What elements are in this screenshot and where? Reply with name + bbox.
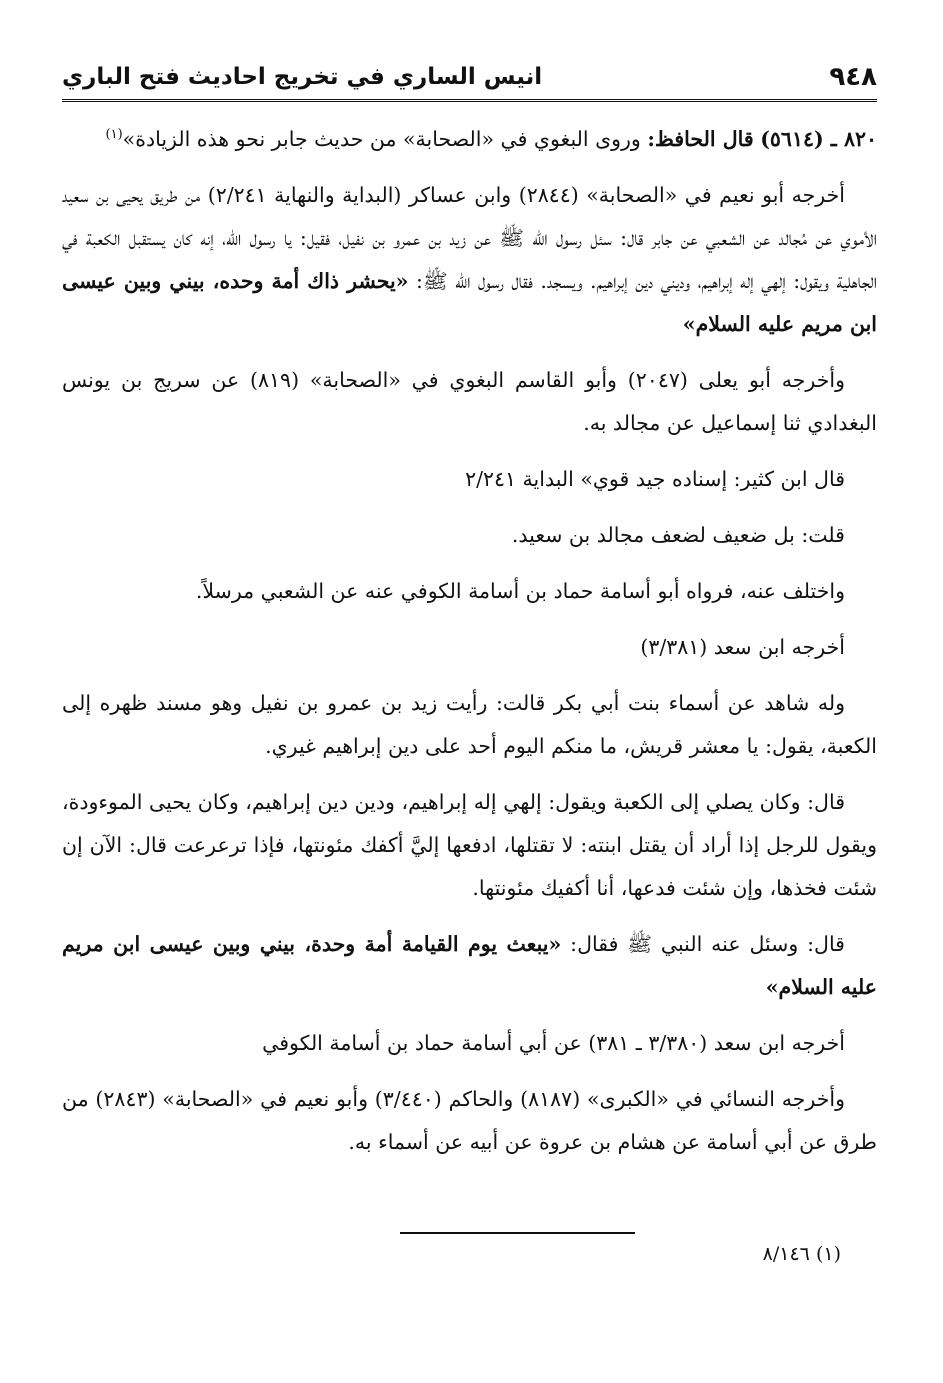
footnote-text: ٨/١٤٦ (762, 1243, 810, 1265)
paragraph-9-quote: «يبعث يوم القيامة أمة وحدة، بيني وبين عيسى ابن مريم عليه السلام» (62, 932, 877, 999)
paragraph-10: أخرجه ابن سعد (٣/٣٨٠ ـ ٣٨١) عن أبي أسامة حماد بن أسامة الكوفي (262, 1031, 845, 1055)
page-header (62, 56, 877, 102)
paragraph-1 (62, 174, 877, 346)
paragraph-3: قال ابن كثير: إسناده جيد قوي» البداية ٢/٢٤١ (465, 467, 845, 491)
entry-speaker: قال الحافظ: (647, 127, 754, 151)
paragraph-1-text: أخرجه أبو نعيم في «الصحابة» (٢٨٤٤) وابن عساكر (البداية والنهاية ٢/٢٤١) من طريق يحيى بن سعيد الأموي عن مُجالد عن الشعبي عن جابر قال: سئل رسول الله ﷺ عن زيد بن عمرو بن نفيل، فقيل: يا رسول الله، إنه كان يستقبل الكعبة في الجاهلية ويقول: إلهي إله إبراهيم، وديني دين إبراهيم. ويسجد. فقال رسول الله ﷺ: (62, 183, 877, 293)
page-body (62, 118, 877, 1177)
paragraph-5: واختلف عنه، فرواه أبو أسامة حماد بن أسامة الكوفي عنه عن الشعبي مرسلاً. (195, 579, 845, 603)
paragraph-7: وله شاهد عن أسماء بنت أبي بكر قالت: رأيت زيد بن عمرو بن نفيل وهو مسند ظهره إلى الكعبة، يقول: يا معشر قريش، ما منكم اليوم أحد على دين إبراهيم غيري. (62, 691, 877, 758)
paragraph-6: أخرجه ابن سعد (٣/٣٨١) (640, 635, 845, 659)
footnote-rule (400, 1232, 635, 1234)
paragraph-11: وأخرجه النسائي في «الكبرى» (٨١٨٧) والحاكم (٣/٤٤٠) وأبو نعيم في «الصحابة» (٢٨٤٣) من طرق عن أبي أسامة عن هشام بن عروة عن أبيه عن أسماء به. (62, 1087, 877, 1154)
paragraph-9-text: قال: وسئل عنه النبي ﷺ فقال: (570, 932, 845, 956)
paragraph-4: قلت: بل ضعيف لضعف مجالد بن سعيد. (511, 523, 845, 547)
paragraph-2: وأخرجه أبو يعلى (٢٠٤٧) وأبو القاسم البغوي في «الصحابة» (٨١٩) عن سريج بن يونس البغدادي ثنا إسماعيل عن مجالد به. (62, 368, 877, 435)
footnote-ref: (١) (105, 127, 123, 143)
page-number: ٩٤٨ (829, 62, 877, 92)
paragraph-1-quote: «يحشر ذاك أمة وحده، بيني وبين عيسى ابن مريم عليه السلام» (62, 269, 877, 336)
header-rule (62, 99, 877, 102)
entry-number: ٨٢٠ ـ (٥٦١٤) (760, 127, 877, 151)
footnote (763, 1243, 841, 1265)
footnote-marker: (١) (815, 1243, 841, 1265)
paragraph-8: قال: وكان يصلي إلى الكعبة ويقول: إلهي إله إبراهيم، ودين دين إبراهيم، وكان يحيى الموءودة، ويقول للرجل إذا أراد أن يقتل ابنته: لا تقتلها، ادفعها إليَّ أكفك مئونتها، فإذا ترعرعت قال: الآن إن شئت فخذها، وإن شئت فدعها، أنا أكفيك مئونتها. (62, 790, 877, 900)
running-title: انيس الساري في تخريج احاديث فتح الباري (62, 64, 543, 90)
paragraph-9 (62, 923, 877, 1009)
entry-paragraph (62, 118, 877, 161)
entry-text: وروى البغوي في «الصحابة» من حديث جابر نحو هذه الزيادة» (122, 127, 641, 151)
